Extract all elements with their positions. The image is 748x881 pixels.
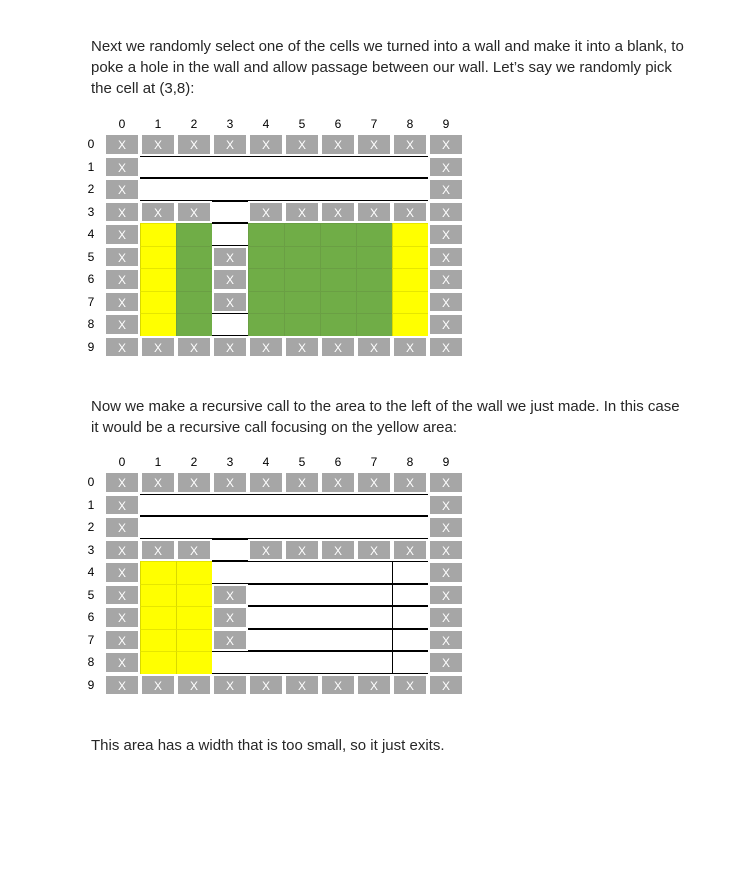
yellow-cell <box>140 223 176 246</box>
wall-cell: X <box>428 606 464 629</box>
row-label: 9 <box>87 677 95 692</box>
blank-cell <box>356 629 392 652</box>
wall-cell: X <box>104 651 140 674</box>
blank-cell <box>392 606 428 629</box>
column-label: 5 <box>298 117 306 131</box>
yellow-cell <box>392 291 428 314</box>
blank-cell <box>356 516 392 539</box>
row-label: 1 <box>87 497 95 512</box>
yellow-cell <box>392 246 428 269</box>
wall-cell: X <box>104 133 140 156</box>
grid-cells <box>104 133 464 358</box>
blank-cell <box>320 651 356 674</box>
blank-cell <box>356 584 392 607</box>
blank-cell <box>212 156 248 179</box>
wall-cell: X <box>356 471 392 494</box>
wall-cell: X <box>392 201 428 224</box>
green-cell <box>320 223 356 246</box>
column-labels <box>104 117 464 131</box>
column-labels <box>104 455 464 469</box>
blank-cell <box>212 201 248 224</box>
yellow-cell <box>140 606 176 629</box>
wall-cell: X <box>428 516 464 539</box>
row-label: 7 <box>87 294 95 309</box>
wall-cell: X <box>428 268 464 291</box>
row-label: 0 <box>87 137 95 151</box>
wall-cell: X <box>104 674 140 697</box>
green-cell <box>284 313 320 336</box>
blank-cell <box>392 629 428 652</box>
yellow-cell <box>176 651 212 674</box>
wall-cell: X <box>356 201 392 224</box>
column-label: 4 <box>262 455 270 469</box>
wall-cell: X <box>104 156 140 179</box>
blank-cell <box>248 494 284 517</box>
wall-cell: X <box>392 471 428 494</box>
wall-cell: X <box>104 268 140 291</box>
blank-cell <box>284 561 320 584</box>
wall-cell: X <box>212 584 248 607</box>
column-label: 8 <box>406 117 414 131</box>
green-cell <box>320 246 356 269</box>
row-label: 3 <box>87 204 95 219</box>
wall-cell: X <box>248 336 284 359</box>
blank-cell <box>248 606 284 629</box>
wall-cell: X <box>428 178 464 201</box>
green-cell <box>356 268 392 291</box>
wall-cell: X <box>176 201 212 224</box>
column-label: 7 <box>370 455 378 469</box>
wall-cell: X <box>428 494 464 517</box>
wall-cell: X <box>104 584 140 607</box>
row-label: 6 <box>87 610 95 624</box>
yellow-cell <box>140 584 176 607</box>
blank-cell <box>320 629 356 652</box>
blank-cell <box>248 156 284 179</box>
wall-cell: X <box>104 539 140 562</box>
blank-cell <box>392 178 428 201</box>
wall-cell: X <box>140 201 176 224</box>
blank-cell <box>392 494 428 517</box>
wall-cell: X <box>212 674 248 697</box>
column-label: 4 <box>262 117 270 131</box>
wall-cell: X <box>320 201 356 224</box>
wall-cell: X <box>176 471 212 494</box>
blank-cell <box>140 178 176 201</box>
grid-cells <box>104 471 464 696</box>
yellow-cell <box>140 629 176 652</box>
row-label: 8 <box>87 655 95 669</box>
yellow-cell <box>392 268 428 291</box>
blank-cell <box>284 156 320 179</box>
wall-cell: X <box>356 674 392 697</box>
wall-cell: X <box>320 674 356 697</box>
wall-cell: X <box>392 336 428 359</box>
green-cell <box>176 246 212 269</box>
blank-cell <box>248 178 284 201</box>
blank-cell <box>212 516 248 539</box>
blank-cell <box>248 651 284 674</box>
wall-cell: X <box>356 336 392 359</box>
wall-cell: X <box>140 674 176 697</box>
blank-cell <box>320 516 356 539</box>
wall-cell: X <box>320 133 356 156</box>
yellow-cell <box>392 313 428 336</box>
wall-cell: X <box>428 246 464 269</box>
blank-cell <box>212 494 248 517</box>
wall-cell: X <box>140 471 176 494</box>
green-cell <box>320 291 356 314</box>
wall-cell: X <box>176 133 212 156</box>
yellow-cell <box>176 606 212 629</box>
blank-cell <box>176 494 212 517</box>
yellow-cell <box>140 313 176 336</box>
wall-cell: X <box>212 629 248 652</box>
wall-cell: X <box>212 291 248 314</box>
green-cell <box>356 246 392 269</box>
column-label: 2 <box>190 117 198 131</box>
maze-grid-1 <box>84 117 466 362</box>
wall-cell: X <box>212 246 248 269</box>
column-label: 5 <box>298 455 306 469</box>
blank-cell <box>140 494 176 517</box>
blank-cell <box>212 651 248 674</box>
wall-cell: X <box>428 539 464 562</box>
blank-cell <box>284 629 320 652</box>
blank-cell <box>392 561 428 584</box>
green-cell <box>248 223 284 246</box>
wall-cell: X <box>356 539 392 562</box>
wall-cell: X <box>212 336 248 359</box>
blank-cell <box>248 629 284 652</box>
wall-cell: X <box>176 336 212 359</box>
blank-cell <box>392 651 428 674</box>
blank-cell <box>284 516 320 539</box>
row-label: 9 <box>87 339 95 354</box>
wall-cell: X <box>104 629 140 652</box>
blank-cell <box>320 584 356 607</box>
yellow-cell <box>176 561 212 584</box>
wall-cell: X <box>104 606 140 629</box>
wall-cell: X <box>428 223 464 246</box>
row-label: 5 <box>87 249 95 264</box>
wall-cell: X <box>284 133 320 156</box>
green-cell <box>284 268 320 291</box>
blank-cell <box>392 584 428 607</box>
wall-cell: X <box>284 674 320 697</box>
wall-cell: X <box>284 539 320 562</box>
green-cell <box>356 313 392 336</box>
wall-cell: X <box>428 471 464 494</box>
blank-cell <box>212 313 248 336</box>
yellow-cell <box>140 651 176 674</box>
row-label: 1 <box>87 159 95 174</box>
blank-cell <box>212 223 248 246</box>
green-cell <box>176 268 212 291</box>
wall-cell: X <box>212 471 248 494</box>
wall-cell: X <box>284 471 320 494</box>
blank-cell <box>392 516 428 539</box>
wall-cell: X <box>428 291 464 314</box>
wall-cell: X <box>428 651 464 674</box>
blank-cell <box>284 651 320 674</box>
green-cell <box>248 246 284 269</box>
yellow-cell <box>140 268 176 291</box>
blank-cell <box>320 178 356 201</box>
wall-cell: X <box>428 629 464 652</box>
wall-cell: X <box>248 133 284 156</box>
blank-cell <box>356 178 392 201</box>
green-cell <box>320 268 356 291</box>
row-label: 4 <box>87 565 95 579</box>
yellow-cell <box>140 561 176 584</box>
wall-cell: X <box>428 313 464 336</box>
wall-cell: X <box>248 201 284 224</box>
wall-cell: X <box>320 471 356 494</box>
wall-cell: X <box>176 674 212 697</box>
green-cell <box>248 291 284 314</box>
wall-cell: X <box>428 201 464 224</box>
wall-cell: X <box>104 516 140 539</box>
green-cell <box>284 291 320 314</box>
paragraph-2: Now we make a recursive call to the area to the left of the wall we just made. In this case it would be a recursive call focusing on the yellow area: <box>91 398 680 436</box>
row-label: 0 <box>87 475 95 489</box>
wall-cell: X <box>284 201 320 224</box>
wall-cell: X <box>104 246 140 269</box>
blank-cell <box>320 494 356 517</box>
wall-cell: X <box>104 561 140 584</box>
blank-cell <box>356 494 392 517</box>
maze-grid-2 <box>84 455 466 700</box>
blank-cell <box>284 606 320 629</box>
green-cell <box>248 313 284 336</box>
yellow-cell <box>140 246 176 269</box>
yellow-cell <box>176 629 212 652</box>
blank-cell <box>140 516 176 539</box>
blank-cell <box>248 516 284 539</box>
wall-cell: X <box>104 336 140 359</box>
row-label: 2 <box>87 520 95 534</box>
column-label: 8 <box>406 455 414 469</box>
wall-cell: X <box>104 291 140 314</box>
wall-cell: X <box>104 178 140 201</box>
yellow-cell <box>140 291 176 314</box>
row-label: 5 <box>87 587 95 602</box>
wall-cell: X <box>248 674 284 697</box>
blank-cell <box>284 584 320 607</box>
blank-cell <box>320 561 356 584</box>
wall-cell: X <box>392 674 428 697</box>
yellow-cell <box>176 584 212 607</box>
row-label: 4 <box>87 227 95 241</box>
wall-cell: X <box>356 133 392 156</box>
wall-cell: X <box>428 561 464 584</box>
wall-cell: X <box>212 133 248 156</box>
column-label: 6 <box>334 455 342 469</box>
blank-cell <box>248 584 284 607</box>
wall-cell: X <box>140 336 176 359</box>
wall-cell: X <box>320 539 356 562</box>
wall-cell: X <box>212 268 248 291</box>
row-label: 3 <box>87 542 95 557</box>
blank-cell <box>176 178 212 201</box>
wall-cell: X <box>104 223 140 246</box>
wall-cell: X <box>248 471 284 494</box>
green-cell <box>248 268 284 291</box>
row-label: 8 <box>87 317 95 331</box>
wall-cell: X <box>428 156 464 179</box>
column-label: 3 <box>226 455 234 469</box>
column-label: 7 <box>370 117 378 131</box>
blank-cell <box>212 561 248 584</box>
row-label: 6 <box>87 272 95 286</box>
green-cell <box>356 291 392 314</box>
blank-cell <box>248 561 284 584</box>
blank-cell <box>284 494 320 517</box>
green-cell <box>284 246 320 269</box>
wall-cell: X <box>428 584 464 607</box>
wall-cell: X <box>104 313 140 336</box>
wall-cell: X <box>428 133 464 156</box>
blank-cell <box>320 606 356 629</box>
blank-cell <box>212 178 248 201</box>
blank-cell <box>356 156 392 179</box>
green-cell <box>176 313 212 336</box>
wall-cell: X <box>140 539 176 562</box>
blank-cell <box>356 651 392 674</box>
blank-cell <box>392 156 428 179</box>
blank-cell <box>284 178 320 201</box>
wall-cell: X <box>212 606 248 629</box>
wall-cell: X <box>104 471 140 494</box>
column-label: 0 <box>118 117 126 131</box>
blank-cell <box>356 606 392 629</box>
column-label: 2 <box>190 455 198 469</box>
column-label: 6 <box>334 117 342 131</box>
green-cell <box>356 223 392 246</box>
green-cell <box>176 291 212 314</box>
column-label: 9 <box>442 117 450 131</box>
paragraph-3: This area has a width that is too small, so it just exits. <box>91 737 445 754</box>
blank-cell <box>356 561 392 584</box>
yellow-cell <box>392 223 428 246</box>
blank-cell <box>176 156 212 179</box>
row-label: 2 <box>87 182 95 196</box>
wall-cell: X <box>176 539 212 562</box>
wall-cell: X <box>392 539 428 562</box>
wall-cell: X <box>104 201 140 224</box>
blank-cell <box>320 156 356 179</box>
wall-cell: X <box>428 336 464 359</box>
wall-cell: X <box>320 336 356 359</box>
green-cell <box>176 223 212 246</box>
green-cell <box>320 313 356 336</box>
row-label: 7 <box>87 632 95 647</box>
wall-cell: X <box>392 133 428 156</box>
wall-cell: X <box>428 674 464 697</box>
paragraph-1: Next we randomly select one of the cells we turned into a wall and make it into a blank, to poke a hole in the wall and allow passage between our wall. Let’s say we randomly pick the cell at (3,8): <box>91 38 684 97</box>
column-label: 3 <box>226 117 234 131</box>
wall-cell: X <box>284 336 320 359</box>
green-cell <box>284 223 320 246</box>
blank-cell <box>176 516 212 539</box>
column-label: 1 <box>154 117 162 131</box>
column-label: 0 <box>118 455 126 469</box>
blank-cell <box>212 539 248 562</box>
column-label: 9 <box>442 455 450 469</box>
blank-cell <box>140 156 176 179</box>
column-label: 1 <box>154 455 162 469</box>
wall-cell: X <box>140 133 176 156</box>
wall-cell: X <box>104 494 140 517</box>
wall-cell: X <box>248 539 284 562</box>
